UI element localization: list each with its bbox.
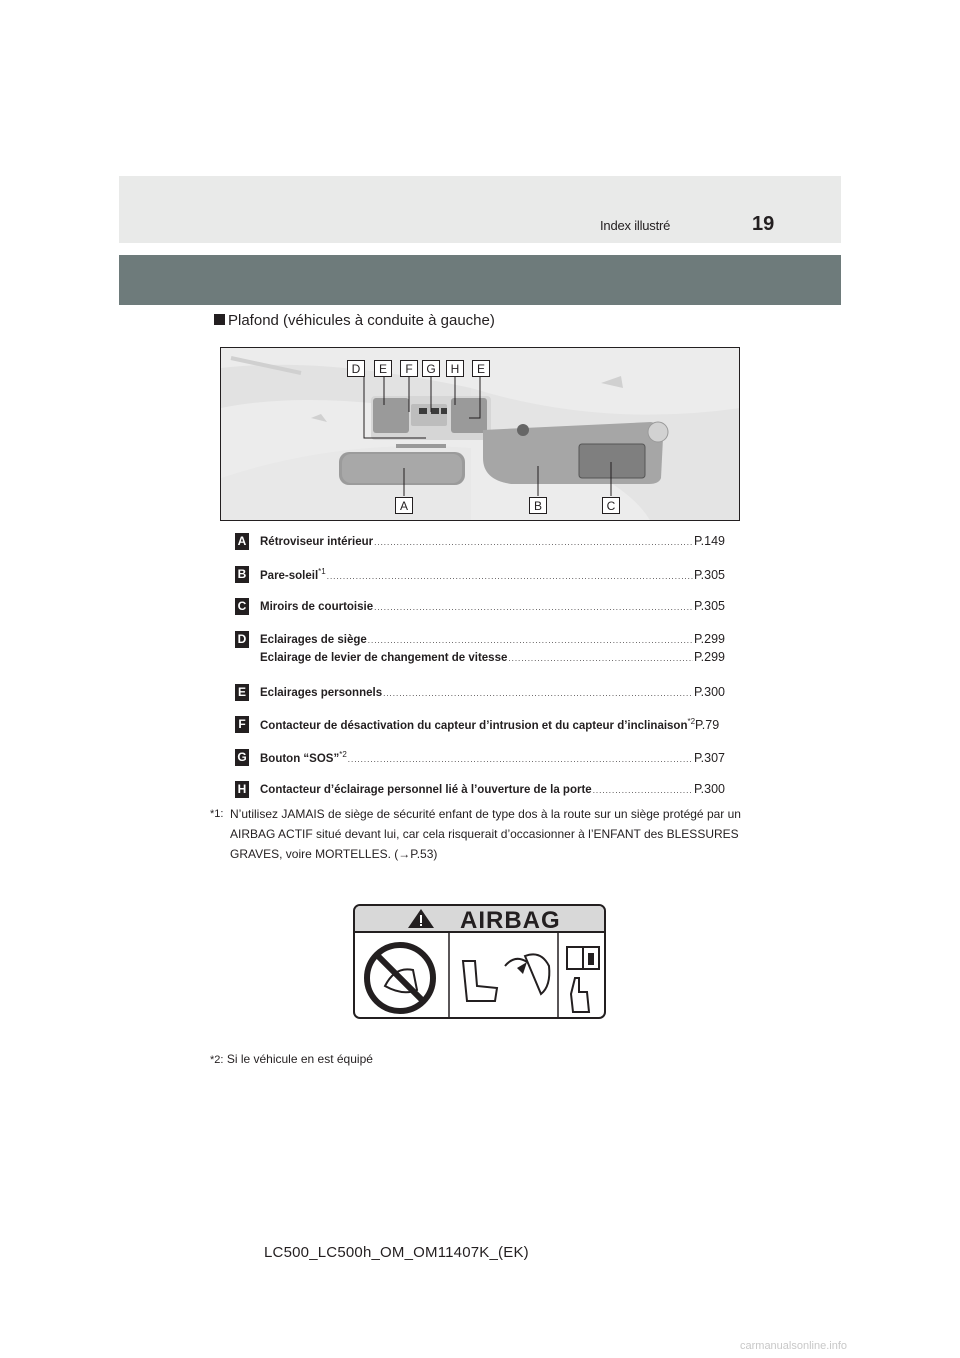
footnote-mark: *2: [210, 1054, 224, 1066]
page-ref-link[interactable]: P.300 [693, 782, 725, 796]
footnote-1 [210, 804, 750, 864]
list-item [235, 748, 725, 766]
page-ref-link[interactable]: P.299 [693, 632, 725, 646]
item-label: Pare-soleil$^{*1}$ [260, 567, 326, 582]
section-heading: Plafond (véhicules à conduite à gauche) [214, 312, 495, 329]
item-label-secondary: Eclairage de levier de changement de vitesse [260, 652, 508, 664]
callout-C: C [602, 497, 620, 514]
item-badge: E [235, 684, 249, 701]
item-label: Contacteur d’éclairage personnel lié à l’ouverture de la porte [260, 784, 592, 796]
item-label: Eclairages de siège [260, 634, 367, 646]
header-band [119, 176, 841, 243]
page-ref-link[interactable]: P.307 [693, 750, 725, 765]
page-ref-link[interactable]: P.149 [693, 534, 725, 548]
item-badge: D [235, 631, 249, 648]
list-item [235, 630, 725, 670]
callout-G: G [422, 360, 440, 377]
item-label: Contacteur de désactivation du capteur d’intrusion et du capteur d’inclinaison$^{*2}$ [260, 717, 696, 732]
callout-E: E [374, 360, 392, 377]
list-item [235, 715, 725, 733]
callout-H: H [446, 360, 464, 377]
item-label: Eclairages personnels [260, 687, 383, 699]
footnote-text: Si le véhicule en est équipé [226, 1052, 373, 1066]
header-section-title: Index illustré [600, 218, 671, 233]
list-item [235, 597, 725, 615]
callout-B: B [529, 497, 547, 514]
item-label: Rétroviseur intérieur [260, 536, 374, 548]
chapter-band [119, 255, 841, 305]
footnote-mark: *1: [210, 808, 224, 820]
footnote-2 [210, 1052, 373, 1066]
item-badge: A [235, 533, 249, 550]
square-bullet-icon [214, 314, 225, 325]
airbag-word: AIRBAG [460, 907, 561, 934]
page-ref-link[interactable]: P.305 [693, 599, 725, 613]
ceiling-illustration [220, 347, 740, 521]
item-label: Bouton “SOS”$^{*2}$ [260, 750, 347, 765]
item-badge: F [235, 716, 249, 733]
page-ref-link[interactable]: P.300 [693, 685, 725, 699]
item-badge: C [235, 598, 249, 615]
page-ref-link[interactable]: P.305 [693, 567, 725, 582]
page-number: 19 [752, 213, 775, 235]
list-item [235, 565, 725, 583]
item-badge: G [235, 749, 249, 766]
callout-D: D [347, 360, 365, 377]
document-code: LC500_LC500h_OM_OM11407K_(EK) [264, 1244, 529, 1261]
list-item [235, 532, 725, 550]
page-ref-link[interactable]: P.299 [693, 650, 725, 664]
callout-A: A [395, 497, 413, 514]
item-label: Miroirs de courtoisie [260, 601, 374, 613]
item-badge: B [235, 566, 249, 583]
callout-F: F [400, 360, 418, 377]
list-item [235, 683, 725, 701]
page-ref-link[interactable]: P.79 [695, 717, 720, 732]
list-item [235, 780, 725, 798]
watermark: carmanualsonline.info [740, 1340, 848, 1352]
airbag-warning-label [353, 904, 606, 1019]
footnote-text: N’utilisez JAMAIS de siège de sécurité enfant de type dos à la route sur un siège protégé par un AIRBAG ACTIF situé devant lui, car cela risquerait d’occasionner à l’ENFANT des BLESSURES GRAVES, voire MORTELLES. (→P.53) [230, 807, 741, 861]
callout-E-2: E [472, 360, 490, 377]
item-badge: H [235, 781, 249, 798]
